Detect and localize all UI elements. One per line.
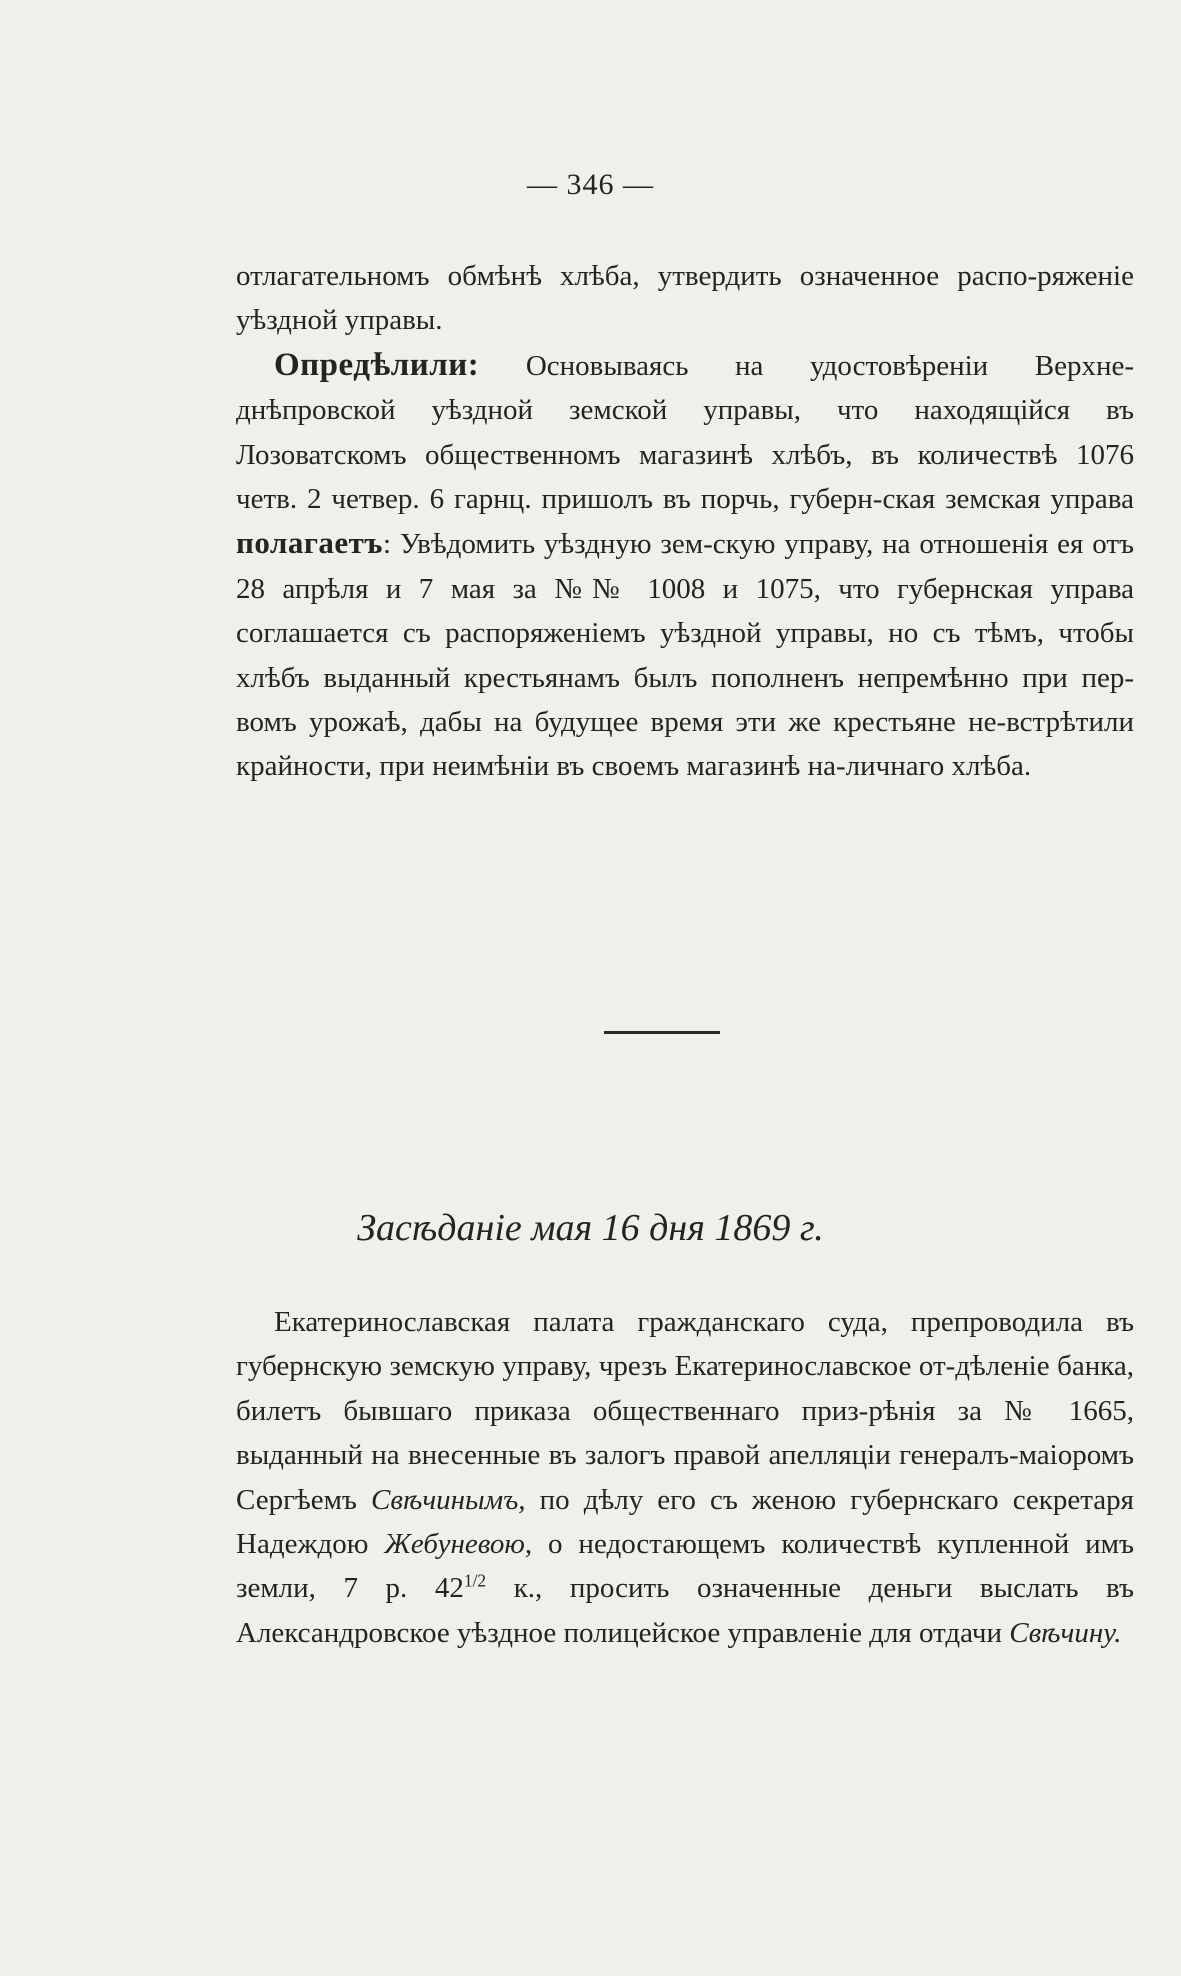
person-name-svechin: Свѣчинымъ, (371, 1483, 526, 1516)
person-name-zhebuneva: Жебуневою, (384, 1528, 533, 1561)
paragraph-continuation: отлагательномъ обмѣнѣ хлѣба, утвердить означенное распо-ряженіе уѣздной управы. (236, 260, 1134, 337)
session-heading: Засѣданіе мая 16 дня 1869 г. (357, 1207, 824, 1249)
text-block-session (236, 1300, 1134, 1655)
session-text-part4: к., просить означенные деньги выслать въ Александровское уѣздное полицейское управленіе для отдачи (236, 1572, 1135, 1649)
person-name-svechin-final: Свѣчину. (1009, 1616, 1122, 1649)
decision-text-part2: : Увѣдомить уѣздную зем-скую управу, на отношенія ея отъ 28 апрѣля и 7 мая за №№ 1008 и 1075, что губернская управа соглашается съ распоряженіемъ уѣздной управы, но съ тѣмъ, чтобы хлѣбъ выданный крестьянамъ былъ пополненъ непремѣнно при пер-вомъ урожаѣ, дабы на будущее время эти же крестьяне не-встрѣтили крайности, при неимѣніи въ своемъ магазинѣ на-личнаго хлѣба. (236, 528, 1134, 783)
decision-keyword: полагаетъ (236, 525, 383, 561)
session-text-part1: Екатеринославская палата гражданскаго суда, препроводила въ губернскую земскую управу, чрезъ Екатеринославское от-дѣленіе банка, билетъ бывшаго приказа общественнаго приз-рѣнія за № 1665, выданный на внесенные въ залогъ правой апелляціи генералъ-маіоромъ Сергѣемъ (236, 1306, 1134, 1516)
section-divider (604, 1031, 720, 1034)
amount-fraction: 1/2 (463, 1570, 487, 1591)
session-text-part3: о недостающемъ количествѣ купленной имъ земли, 7 р. 42 (236, 1528, 1134, 1605)
paragraph-session (236, 1300, 1134, 1655)
text-block-decision (236, 254, 1134, 789)
decision-lead-word: Опредѣлили: (274, 346, 480, 383)
paragraph-decision (236, 343, 1134, 789)
page-number: — 346 — (527, 168, 654, 201)
session-text-part2: по дѣлу его съ женою губернскаго секретаря Надеждою (236, 1483, 1134, 1561)
decision-text-part1: Основываясь на удостовѣреніи Верхне-днѣпровской уѣздной земской управы, что находящійся въ Лозоватскомъ общественномъ магазинѣ хлѣбъ, въ количествѣ 1076 четв. 2 четвер. 6 гарнц. пришолъ въ порчь, губерн-ская земская управа (236, 349, 1134, 516)
